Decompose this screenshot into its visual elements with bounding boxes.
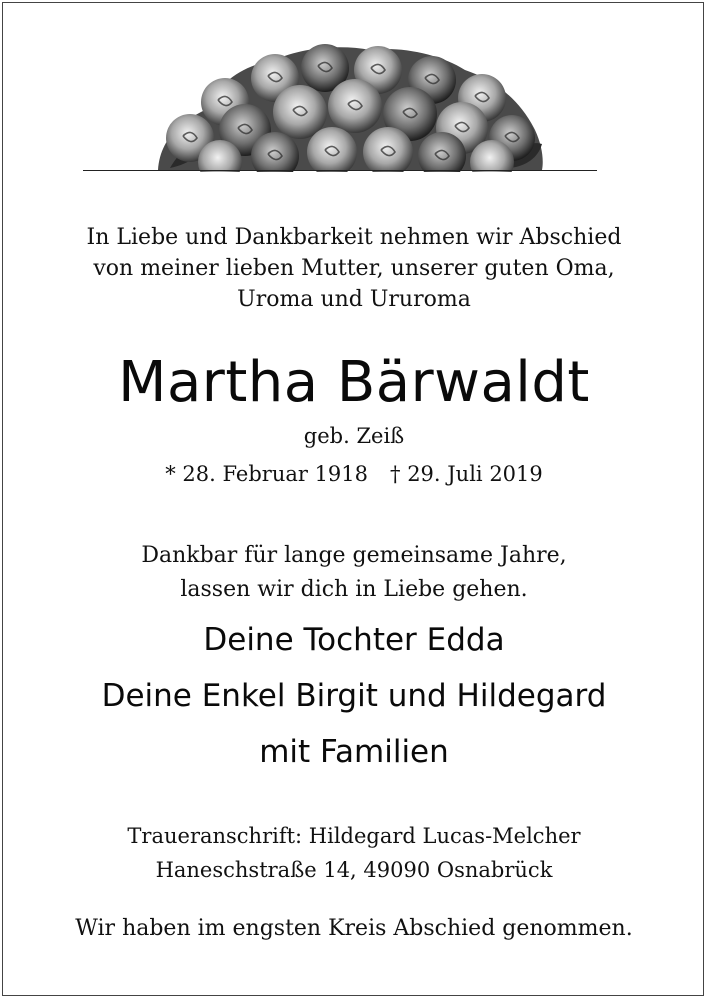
address-line-1: Traueranschrift: Hildegard Lucas-Melcher xyxy=(127,824,581,848)
deceased-name: Martha Bärwaldt xyxy=(118,350,590,415)
closing-note: Wir haben im engsten Kreis Abschied genommen. xyxy=(75,916,633,941)
intro-line-1: In Liebe und Dankbarkeit nehmen wir Abschied xyxy=(86,225,622,250)
verse-line-2: lassen wir dich in Liebe gehen. xyxy=(180,577,528,602)
roses-image xyxy=(150,40,550,172)
intro-line-2: von meiner lieben Mutter, unserer guten Oma, xyxy=(93,256,615,281)
verse-line-1: Dankbar für lange gemeinsame Jahre, xyxy=(141,543,567,568)
birth-date: * 28. Februar 1918 xyxy=(165,462,369,486)
mourner-daughter: Deine Tochter Edda xyxy=(203,622,505,658)
death-date: † 29. Juli 2019 xyxy=(390,462,543,486)
life-dates xyxy=(0,462,708,486)
mourner-families: mit Familien xyxy=(259,734,449,770)
maiden-name: geb. Zeiß xyxy=(303,424,405,448)
intro-line-3: Uroma und Ururoma xyxy=(237,287,471,312)
mourner-grandchildren: Deine Enkel Birgit und Hildegard xyxy=(101,678,607,714)
header-divider xyxy=(83,170,597,171)
address-line-2: Haneschstraße 14, 49090 Osnabrück xyxy=(155,858,553,882)
